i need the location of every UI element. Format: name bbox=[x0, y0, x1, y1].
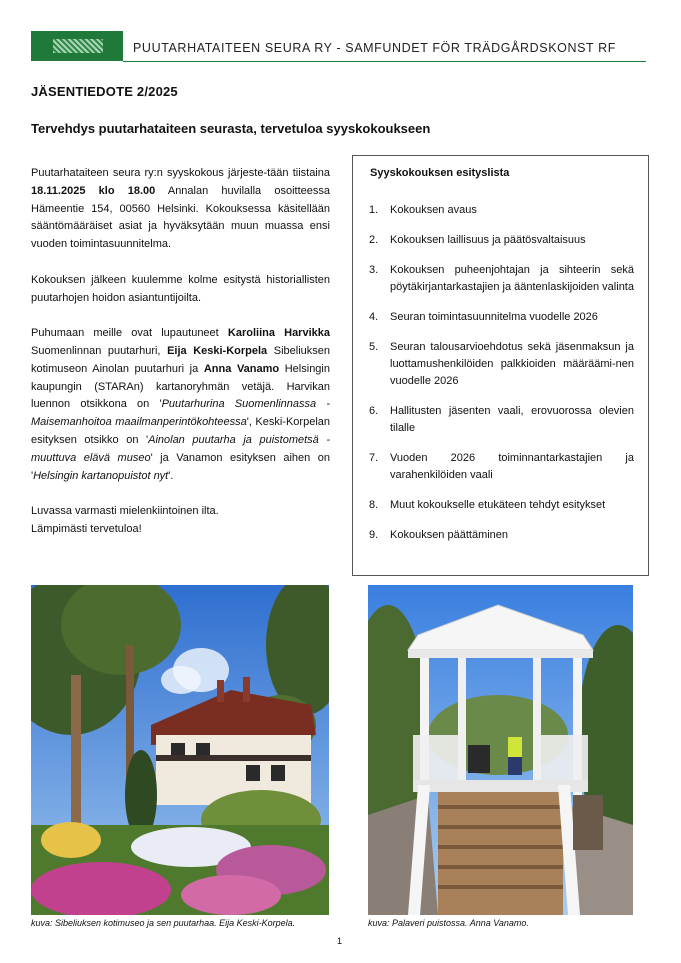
agenda-item bbox=[369, 232, 634, 249]
right-photo-caption: kuva: Palaveri puistossa. Anna Vanamo. bbox=[368, 918, 529, 928]
agenda-list bbox=[369, 202, 634, 557]
agenda-item bbox=[369, 403, 634, 437]
agenda-number: 9. bbox=[369, 529, 379, 541]
agenda-item bbox=[369, 202, 634, 219]
text-run: Annalan huvilalla osoitteessa Hämeentie 154, 00560 Helsinki. Kokouksessa käsitellään sääntömääräiset asiat ja hyväksytään muun muassa ensi vuoden toimintasuunnitelma. bbox=[31, 184, 330, 251]
headline: Tervehdys puutarhataiteen seurasta, tervetuloa syyskokoukseen bbox=[31, 121, 431, 136]
paragraph-closing bbox=[31, 503, 330, 539]
agenda-number: 4. bbox=[369, 311, 379, 323]
photo-gazebo bbox=[368, 585, 633, 915]
text-run: Lämpimästi tervetuloa! bbox=[31, 522, 142, 535]
text-run: Puutarhataiteen seura ry:n syyskokous järjeste-tään tiistaina bbox=[31, 167, 330, 179]
agenda-text: Hallitusten jäsenten vaali, erovuorossa olevien tilalle bbox=[390, 405, 634, 434]
text-run: ' ja Vanamon esityksen aihen on ' bbox=[31, 451, 331, 482]
speaker-name: Karoliina Harvikka bbox=[227, 327, 330, 340]
text-run: '. bbox=[168, 469, 174, 482]
meeting-date: 18.11.2025 klo 18.00 bbox=[31, 184, 156, 197]
talk-title: Helsingin kartanopuistot nyt bbox=[33, 469, 169, 482]
paragraph-speakers bbox=[31, 325, 330, 485]
speaker-name: Eija Keski-Korpela bbox=[167, 344, 268, 357]
agenda-item bbox=[369, 497, 634, 514]
text-run: Sibeliuksen kotimuseon Ainolan puutarhuri ja bbox=[31, 344, 330, 375]
org-name: PUUTARHATAITEEN SEURA RY - SAMFUNDET FÖR TRÄDGÅRDSKONST RF bbox=[133, 41, 617, 55]
agenda-number: 8. bbox=[369, 499, 379, 511]
agenda-number: 6. bbox=[369, 405, 379, 417]
agenda-number: 2. bbox=[369, 234, 379, 246]
paragraph-meeting bbox=[31, 165, 330, 254]
page-number: 1 bbox=[337, 936, 343, 946]
text-run: Suomenlinnan puutarhuri, bbox=[31, 344, 168, 357]
agenda-text: Kokouksen päättäminen bbox=[390, 529, 509, 541]
talk-title: Ainolan puutarha ja puistometsä - muuttuva elävä museo bbox=[31, 433, 330, 464]
text-run: Luvassa varmasti mielenkiintoinen ilta. bbox=[31, 505, 219, 518]
agenda-number: 7. bbox=[369, 452, 379, 464]
agenda-item bbox=[369, 262, 634, 296]
text-run: Puhumaan meille ovat lupautuneet bbox=[31, 327, 228, 340]
agenda-title: Syyskokouksen esityslista bbox=[370, 167, 510, 179]
agenda-item bbox=[369, 527, 634, 544]
paragraph-talks bbox=[31, 272, 330, 308]
talk-title: Puutarhurina Suomenlinnassa - Maisemanhoitoa maailmanperintökohteessa bbox=[31, 398, 330, 429]
agenda-box bbox=[352, 155, 649, 576]
agenda-text: Muut kokoukselle etukäteen tehdyt esitykset bbox=[390, 499, 606, 511]
org-logo bbox=[31, 31, 123, 61]
text-run: ', Keski-Korpelan esityksen otsikko on ' bbox=[31, 416, 331, 446]
agenda-text: Seuran talousarvioehdotus sekä jäsenmaksun ja luottamushenkilöiden palkkioiden määräämi-nen vuodelle 2026 bbox=[390, 341, 634, 387]
agenda-item bbox=[369, 339, 634, 390]
header-rule bbox=[123, 61, 646, 62]
agenda-text: Kokouksen laillisuus ja päätösvaltaisuus bbox=[390, 234, 586, 246]
agenda-text: Vuoden 2026 toiminnantarkastajien ja varahenkilöiden vaali bbox=[390, 452, 634, 481]
agenda-number: 5. bbox=[369, 341, 379, 353]
left-photo-caption: kuva: Sibeliuksen kotimuseo ja sen puutarhaa. Eija Keski-Korpela. bbox=[31, 918, 296, 928]
photo-villa-garden bbox=[31, 585, 329, 915]
agenda-text: Seuran toimintasuunnitelma vuodelle 2026 bbox=[390, 311, 598, 323]
text-run: Kokouksen jälkeen kuulemme kolme esitystä historiallisten puutarhojen hoidon asiantuntijoilta. bbox=[31, 273, 330, 304]
agenda-text: Kokouksen puheenjohtajan ja sihteerin sekä pöytäkirjantarkastajien ja ääntenlaskijoiden valinta bbox=[390, 264, 634, 293]
speaker-name: Anna Vanamo bbox=[203, 362, 280, 375]
agenda-number: 3. bbox=[369, 264, 379, 276]
bulletin-title: JÄSENTIEDOTE 2/2025 bbox=[31, 84, 178, 99]
body-text bbox=[31, 165, 330, 539]
agenda-text: Kokouksen avaus bbox=[390, 204, 477, 216]
agenda-item bbox=[369, 450, 634, 484]
agenda-number: 1. bbox=[369, 204, 379, 216]
text-run: Helsingin kaupungin (STARAn) kartanoryhmän vetäjä. Harvikan luennon otsikkona on ' bbox=[31, 362, 330, 411]
agenda-item bbox=[369, 309, 634, 326]
